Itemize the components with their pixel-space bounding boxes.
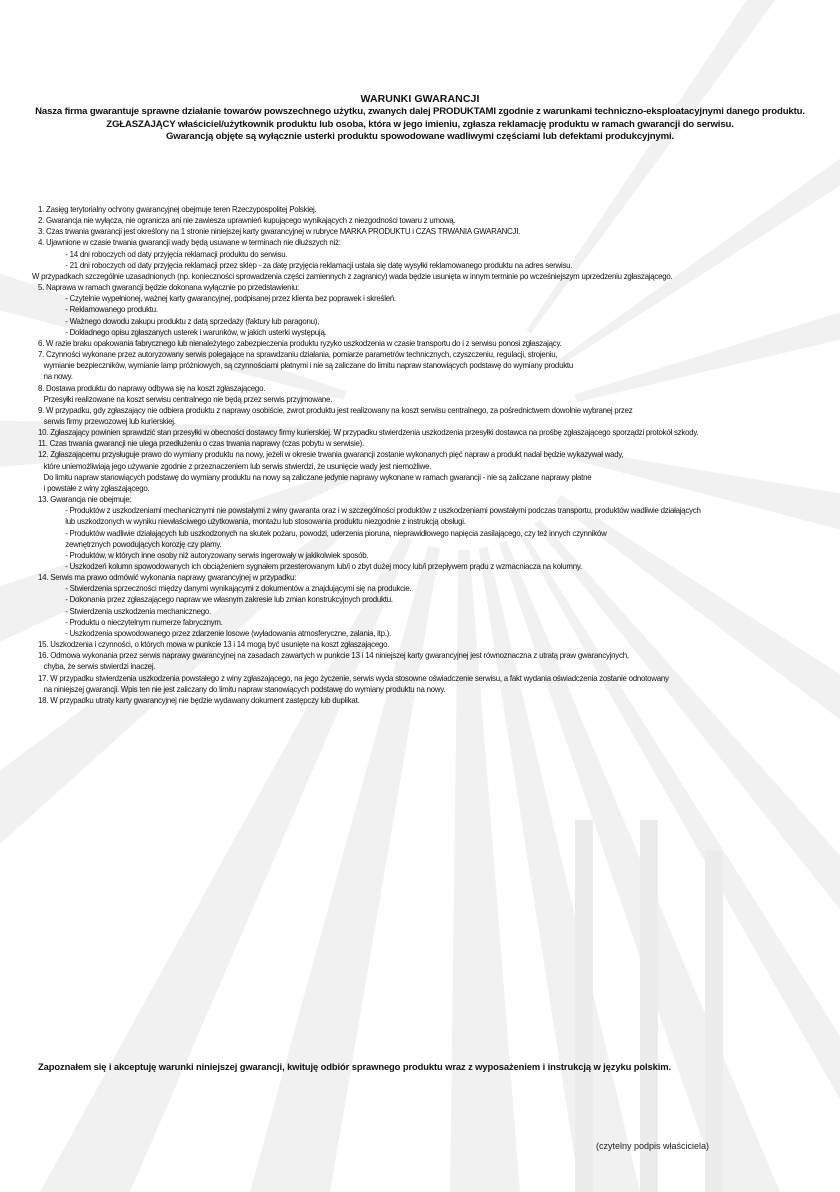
term-line: które uniemożliwiają jego używanie zgodnie z przeznaczeniem lub serwis stwierdzi, że usunięcie wady jest niemożliwe. (43, 460, 432, 471)
page-title: WARUNKI GWARANCJI (360, 93, 480, 105)
term-line: 17. W przypadku stwierdzenia uszkodzenia powstałego z winy zgłaszającego, na jego życzenie, serwis wyda stosowne oświadczenie serwisu, a fakt wydania oświadczenia zostanie odnotowany (38, 672, 669, 683)
term-line: - Uszkodzenia spowodowanego przez zdarzenie losowe (wyładowania atmosferyczne, zalania, itp.). (65, 627, 392, 638)
term-line: - Reklamowanego produktu. (65, 304, 158, 315)
term-line: - Produktu o nieczytelnym numerze fabrycznym. (65, 616, 223, 627)
term-line: na nowy. (43, 371, 73, 382)
term-line: - Produktów wadliwie działających lub uszkodzonych na skutek pożaru, powodzi, uderzenia pioruna, nieprawidłowego napięcia zasilającego, czy też innych czynników (65, 527, 607, 538)
term-line: na niniejszej gwarancji. Wpis ten nie jest zaliczany do limitu napraw stanowiących podstawę do wymiany produktu na nowy. (43, 683, 446, 694)
term-line: 6. W razie braku opakowania fabrycznego lub nienależytego zabezpieczenia produktu ryzyko uszkodzenia w czasie transportu do i z serwisu ponosi zgłaszający. (38, 337, 562, 348)
term-line: - Produktów, w których inne osoby niż autoryzowany serwis ingerowały w jakikolwiek sposób. (65, 549, 369, 560)
term-line: 2. Gwarancja nie wyłącza, nie ogranicza ani nie zawiesza uprawnień kupującego wynikających z niezgodności towaru z umową. (38, 215, 456, 226)
term-line: 4. Ujawnione w czasie trwania gwarancji wady będą usuwane w terminach nie dłuższych niż: (38, 237, 341, 248)
term-line: 14. Serwis ma prawo odmówić wykonania naprawy gwarancyjnej w przypadku: (38, 572, 297, 583)
term-line: 1. Zasięg terytorialny ochrony gwarancyjnej obejmuje teren Rzeczypospolitej Polskiej. (38, 204, 317, 214)
warranty-header (20, 92, 820, 144)
term-line: - Stwierdzenia sprzeczności między danymi wynikającymi z dokumentów a znajdującymi się na produkcie. (65, 583, 412, 594)
term-line: 18. W przypadku utraty karty gwarancyjnej nie będzie wydawany dokument zastępczy lub duplikat. (38, 694, 360, 705)
term-line: - Stwierdzenia uszkodzenia mechanicznego. (65, 605, 211, 616)
term-line: wymianie bezpieczników, wymianie lamp próżniowych, są czynnościami płatnymi i nie są zaliczane do limitu napraw stanowiących podstawę do wymiany produktu (43, 360, 574, 371)
term-line: 10. Zgłaszający powinien sprawdzić stan przesyłki w obecności dostawcy firmy kurierskiej. W przypadku stwierdzenia uszkodzenia przesyłki dostawca na prośbę zgłaszającego sporządzi protokół szkody. (38, 427, 699, 438)
header-line-1: Nasza firma gwarantuje sprawne działanie towarów powszechnego użytku, zwanych dalej PRODUKTAMI zgodnie z warunkami techniczno-eksploatacyjnymi danego produktu. (35, 106, 805, 117)
term-line: serwis firmy przewozowej lub kurierskiej. (43, 415, 176, 426)
term-line: 12. Zgłaszającemu przysługuje prawo do wymiany produktu na nowy, jeżeli w okresie trwania gwarancji zostanie wykonanych pięć napraw a produkt nadal będzie wykazywał wady, (38, 449, 624, 460)
term-line: chyba, że serwis stwierdzi inaczej. (43, 661, 156, 672)
term-line: i powstałe z winy zgłaszającego. (43, 482, 150, 493)
term-line: 11. Czas trwania gwarancji nie ulega przedłużeniu o czas trwania naprawy (czas pobytu w serwisie). (38, 438, 365, 449)
term-line: - 21 dni roboczych od daty przyjęcia reklamacji przez sklep - za datę przyjęcia reklamacji ustala się datę wysyłki reklamowanego produktu na adres serwisu. (65, 259, 573, 270)
term-line: Przesyłki realizowane na koszt serwisu centralnego nie będą przez serwis przyjmowane. (43, 393, 333, 404)
term-line: 3. Czas trwania gwarancji jest określony na 1 stronie niniejszej karty gwarancyjnej w rubryce MARKA PRODUKTU i CZAS TRWANIA GWARANCJI. (38, 226, 521, 237)
term-line: Do limitu napraw stanowiących podstawę do wymiany produktu na nowy są zaliczane jedynie naprawy wykonane w ramach gwarancji - nie są zaliczane naprawy płatne (43, 471, 592, 482)
term-line: - Uszkodzeń kolumn spowodowanych ich obciążeniem sygnałem przesterowanym lub/i o zbyt dużej mocy lub/i przepływem prądu z wzmacniacza na kolumny. (65, 561, 582, 571)
term-line: - Dokładnego opisu zgłaszanych usterek i warunków, w jakich usterki występują. (65, 326, 327, 337)
header-line-2: ZGŁASZAJĄCY właściciel/użytkownik produktu lub osoba, która w jego imieniu, zgłasza reklamację produktu w ramach gwarancji do serwisu. (106, 118, 734, 130)
term-line: - 14 dni roboczych od daty przyjęcia reklamacji produktu do serwisu. (65, 248, 288, 259)
warranty-terms-list (32, 204, 818, 706)
term-line: - Ważnego dowodu zakupu produktu z datą sprzedaży (faktury lub paragonu), (65, 315, 320, 326)
term-line: 15. Uszkodzenia i czynności, o których mowa w punkcie 13 i 14 mogą być usunięte na koszt zgłaszającego. (38, 639, 390, 650)
header-line-3: Gwarancją objęte są wyłącznie usterki produktu spowodowane wadliwymi częściami lub defektami produkcyjnymi. (165, 131, 675, 142)
term-line: W przypadkach szczególnie uzasadnionych (np. konieczności sprowadzenia części zamiennych z zagranicy) wada będzie usunięta w innym terminie po wcześniejszym uprzedzeniu zgłaszającego. (32, 270, 673, 281)
term-line: - Czytelnie wypełnionej, ważnej karty gwarancyjnej, podpisanej przez klienta bez poprawek i skreśleń. (65, 293, 396, 304)
term-line: 7. Czynności wykonane przez autoryzowany serwis polegające na sprawdzaniu działania, pomiarze parametrów technicznych, czyszczeniu, regulacji, strojeniu, (38, 349, 558, 360)
term-line: - Dokonania przez zgłaszającego napraw we własnym zakresie lub zmian konstrukcyjnych produktu. (65, 594, 393, 605)
signature-label: (czytelny podpis właściciela) (596, 1141, 710, 1151)
term-line: 5. Naprawa w ramach gwarancji będzie dokonana wyłącznie po przedstawieniu: (38, 282, 299, 293)
term-line: - Produktów z uszkodzeniami mechanicznymi nie powstałymi z winy gwaranta oraz i w szczególności produktów z uszkodzeniami powstałymi podczas transportu, produktów wadliwie działających (65, 505, 701, 516)
acceptance-statement: Zapoznałem się i akceptuję warunki niniejszej gwarancji, kwituję odbiór sprawnego produktu wraz z wyposażeniem i instrukcją w języku polskim. (38, 1061, 671, 1072)
term-line: 8. Dostawa produktu do naprawy odbywa się na koszt zgłaszającego. (38, 382, 266, 393)
term-line: lub uszkodzonych w wyniku niewłaściwego użytkowania, montażu lub stosowania produktu niezgodnie z instrukcją obsługi. (65, 516, 466, 527)
term-line: 16. Odmowa wykonania przez serwis naprawy gwarancyjnej na zasadach zawartych w punkcie 13 i 14 niniejszej karty gwarancyjnej jest równoznaczna z utratą praw gwarancyjnych, (38, 650, 629, 661)
term-line: 9. W przypadku, gdy zgłaszający nie odbiera produktu z naprawy osobiście, zwrot produktu jest realizowany na koszt serwisu centralnego, za pośrednictwem dowolnie wybranej przez (38, 404, 633, 415)
term-line: zewnętrznych powodujących korozję czy plamy. (65, 538, 222, 549)
term-line: 13. Gwarancja nie obejmuje: (38, 494, 132, 505)
